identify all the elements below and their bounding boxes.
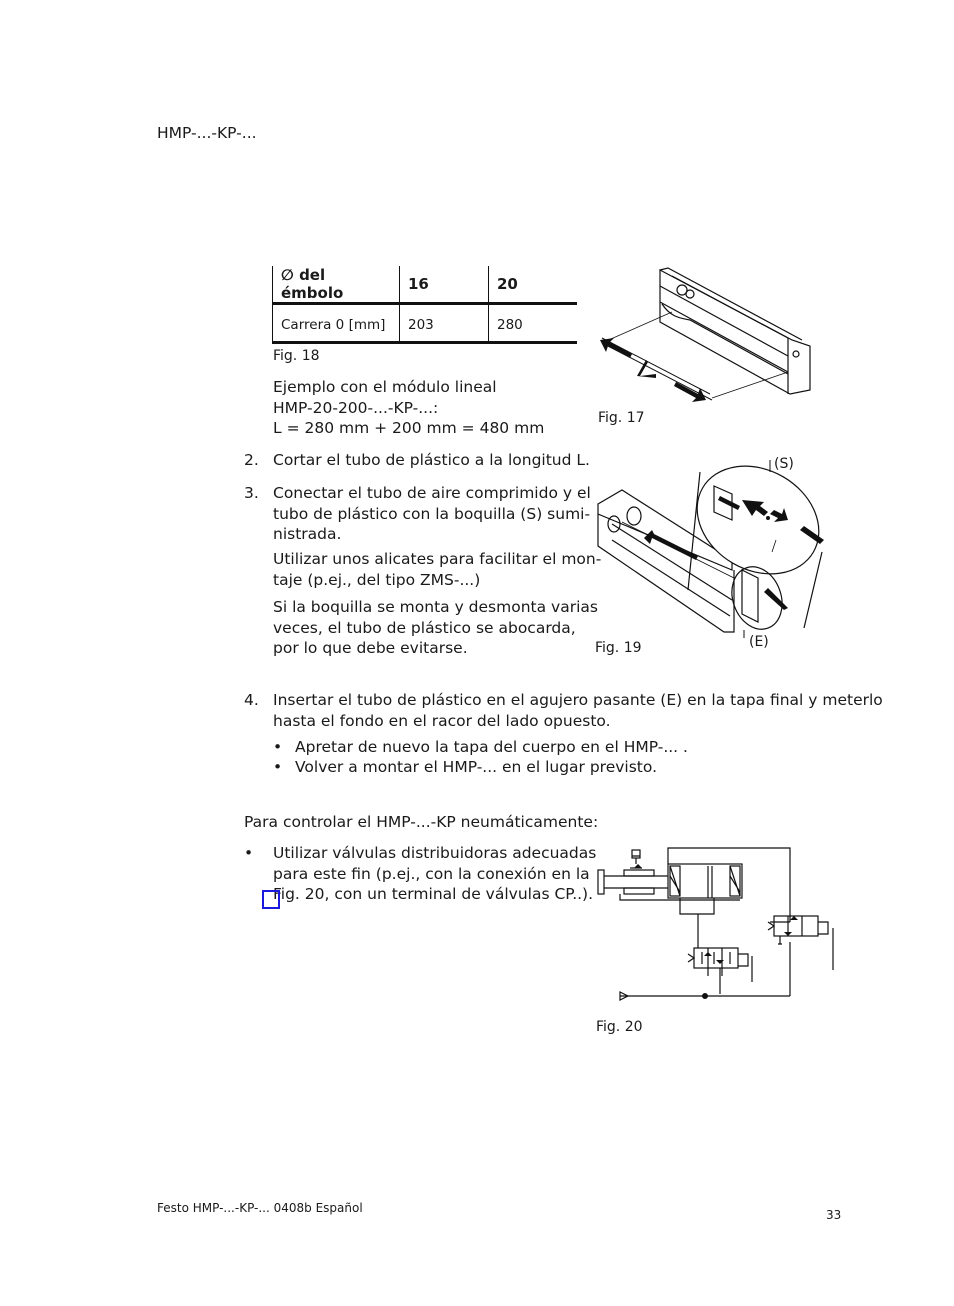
bullet-symbol: • xyxy=(273,758,283,776)
running-header: HMP-...-KP-... xyxy=(157,124,257,142)
bullet-item: Volver a montar el HMP-... en el lugar previsto. xyxy=(295,758,658,776)
section-intro: Para controlar el HMP-...-KP neumáticamente: xyxy=(244,813,599,831)
fig17-caption: Fig. 17 xyxy=(598,410,645,426)
note-line: Si la boquilla se monta y desmonta varias xyxy=(273,598,598,616)
bullet-line: Fig. 20, con un terminal de válvulas CP..). xyxy=(273,885,594,903)
table-header-cell: 20 xyxy=(489,266,578,304)
step-line: hasta el fondo en el racor del lado opuesto. xyxy=(273,711,611,730)
step-text xyxy=(273,690,883,731)
stroke-table xyxy=(272,266,577,344)
step-note xyxy=(273,597,598,659)
fig18-caption: Fig. 18 xyxy=(273,348,320,364)
step-line: Conectar el tubo de aire comprimido y el xyxy=(273,484,591,502)
fig20-caption: Fig. 20 xyxy=(596,1019,643,1035)
example-block xyxy=(273,377,544,439)
note-line: taje (p.ej., del tipo ZMS-...) xyxy=(273,570,481,589)
fig19-drawing xyxy=(592,460,842,638)
table-row xyxy=(273,304,578,343)
step-text xyxy=(273,483,591,545)
example-line: HMP-20-200-...-KP-...: xyxy=(273,398,439,417)
selection-cursor[interactable] xyxy=(262,890,280,909)
example-line: Ejemplo con el módulo lineal xyxy=(273,378,497,396)
fig20-schematic xyxy=(590,842,840,1007)
table-cell: 280 xyxy=(489,304,578,343)
example-line: L = 280 mm + 200 mm = 480 mm xyxy=(273,419,545,437)
table-header-cell: ∅ del émbolo xyxy=(273,266,400,304)
step-number: 3. xyxy=(244,484,259,502)
fig17-drawing xyxy=(592,262,817,410)
table-cell: 203 xyxy=(400,304,489,343)
step-line: nistrada. xyxy=(273,525,342,543)
footer-left: Festo HMP-...-KP-... 0408b Español xyxy=(157,1201,363,1215)
note-line: veces, el tubo de plástico se abocarda, xyxy=(273,618,576,637)
table-cell: Carrera 0 [mm] xyxy=(273,304,400,343)
step-number: 4. xyxy=(244,691,259,709)
step-note xyxy=(273,549,601,590)
nozzle-label: (S) xyxy=(774,456,794,472)
bullet-line: para este fin (p.ej., con la conexión en la xyxy=(273,864,590,883)
page-number: 33 xyxy=(826,1208,842,1222)
bullet-symbol: • xyxy=(244,844,254,862)
step-line: Insertar el tubo de plástico en el agujero pasante (E) en la tapa final y meterlo xyxy=(273,691,883,709)
bullet-item xyxy=(273,843,596,905)
table-header-cell: 16 xyxy=(400,266,489,304)
fig19-caption: Fig. 19 xyxy=(595,640,642,656)
bullet-line: Utilizar válvulas distribuidoras adecuadas xyxy=(273,844,597,862)
step-number: 2. xyxy=(244,451,259,469)
bullet-symbol: • xyxy=(273,738,283,756)
table-header-row xyxy=(273,266,578,304)
bullet-item: Apretar de nuevo la tapa del cuerpo en el HMP-... . xyxy=(295,738,688,756)
note-line: por lo que debe evitarse. xyxy=(273,639,468,657)
step-line: tubo de plástico con la boquilla (S) sumi- xyxy=(273,504,591,523)
through-hole-label: (E) xyxy=(749,634,769,650)
step-text: Cortar el tubo de plástico a la longitud L. xyxy=(273,451,590,469)
note-line: Utilizar unos alicates para facilitar el mon- xyxy=(273,550,602,568)
